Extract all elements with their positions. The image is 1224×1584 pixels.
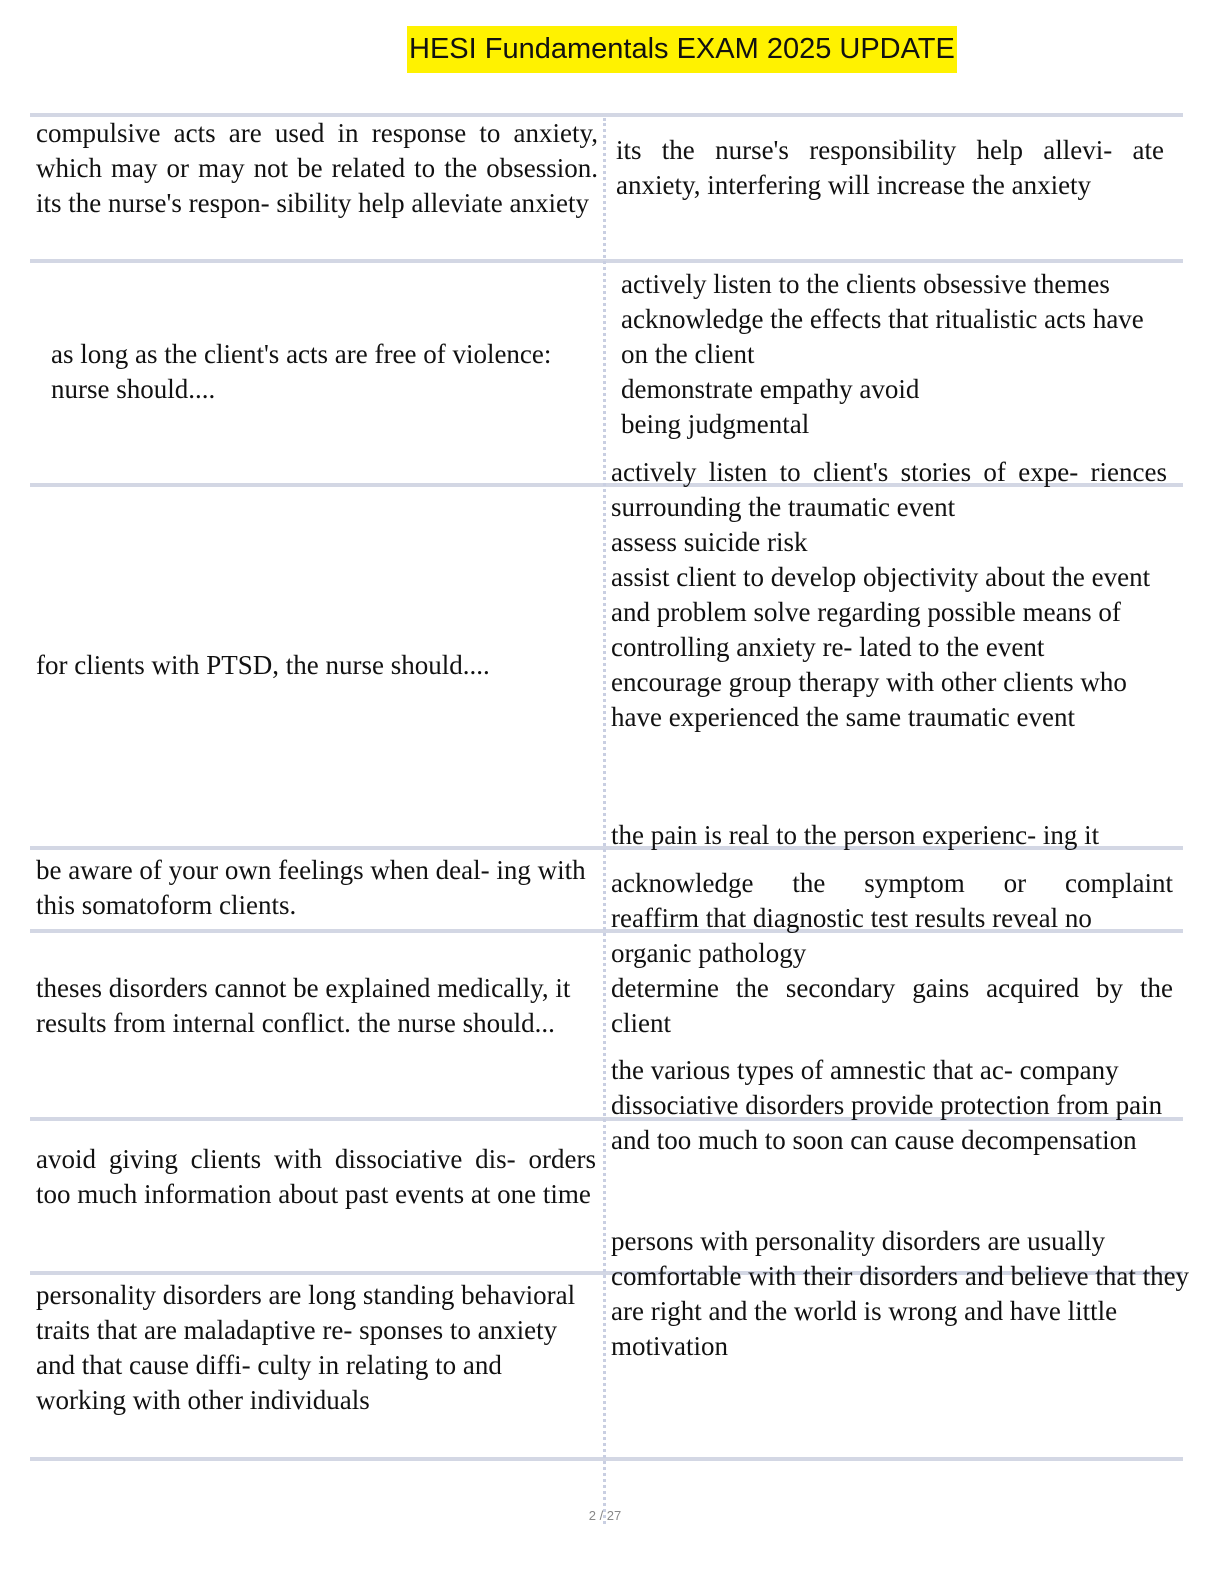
definition-line: actively listen to client's stories of expe- riences surrounding the traumatic event (611, 457, 1167, 522)
definition-line: demonstrate empathy avoid being judgmental (621, 374, 920, 439)
column-divider (603, 118, 606, 1524)
definition-line: actively listen to the clients obsessive themes (621, 269, 1110, 299)
term-text: avoid giving clients with dissociative dis- orders too much information about past events at one time (36, 1144, 596, 1209)
definition-line: encourage group therapy with other clients who have experienced the same traumatic event (611, 667, 1127, 732)
term-text: personality disorders are long standing behavioral traits that are maladaptive re- sponses to anxiety and that cause diffi- culty in relating to and working with other individuals (36, 1280, 576, 1415)
definition-cell (611, 818, 1191, 853)
definition-cell (616, 133, 1164, 203)
definition-text: the pain is real to the person experienc- ing it (611, 820, 1100, 850)
page-title: HESI Fundamentals EXAM 2025 UPDATE (407, 26, 957, 73)
term-cell (36, 648, 596, 683)
term-cell (51, 337, 571, 407)
definition-cell (611, 1053, 1171, 1158)
definition-line: assess suicide risk (611, 527, 808, 557)
definition-text: persons with personality disorders are usually comfortable with their disorders and believe that they are right and the world is wrong and have little motivation (611, 1226, 1190, 1361)
page-number: 2 / 27 (588, 1508, 622, 1523)
definition-line: assist client to develop objectivity about the event and problem solve regarding possible means of controlling anxiety re- lated to the event (611, 562, 1151, 662)
definition-line: acknowledge the effects that ritualistic acts have on the client (621, 304, 1144, 369)
definition-line: reaffirm that diagnostic test results reveal no organic pathology (611, 903, 1092, 968)
term-cell (36, 1278, 588, 1418)
definition-line: acknowledge the symptom or complaint (611, 868, 1173, 898)
term-cell (36, 971, 576, 1041)
term-text: as long as the client's acts are free of violence: nurse should.... (51, 339, 552, 404)
row-divider (30, 259, 1183, 263)
row-divider (30, 1457, 1183, 1461)
definition-line: determine the secondary gains acquired by the client (611, 973, 1173, 1038)
term-text: theses disorders cannot be explained medically, it results from internal conflict. the nurse should... (36, 973, 571, 1038)
definition-text: its the nurse's responsibility help allevi- ate anxiety, interfering will increase the anxiety (616, 135, 1164, 200)
term-cell (36, 1142, 596, 1212)
definition-cell (611, 866, 1173, 1041)
definition-cell (611, 1224, 1196, 1364)
term-text: for clients with PTSD, the nurse should.... (36, 650, 490, 680)
definition-cell (621, 267, 1199, 442)
term-text: compulsive acts are used in response to anxiety, which may or may not be related to the obsession. its the nurse's respon- sibility help alleviate anxiety (36, 118, 598, 218)
definition-cell (611, 455, 1167, 735)
definition-text: the various types of amnestic that ac- company dissociative disorders provide protection from pain and too much to soon can cause decompensation (611, 1055, 1163, 1155)
term-text: be aware of your own feelings when deal- ing with this somatoform clients. (36, 855, 586, 920)
term-cell (36, 116, 598, 221)
term-cell (36, 853, 596, 923)
